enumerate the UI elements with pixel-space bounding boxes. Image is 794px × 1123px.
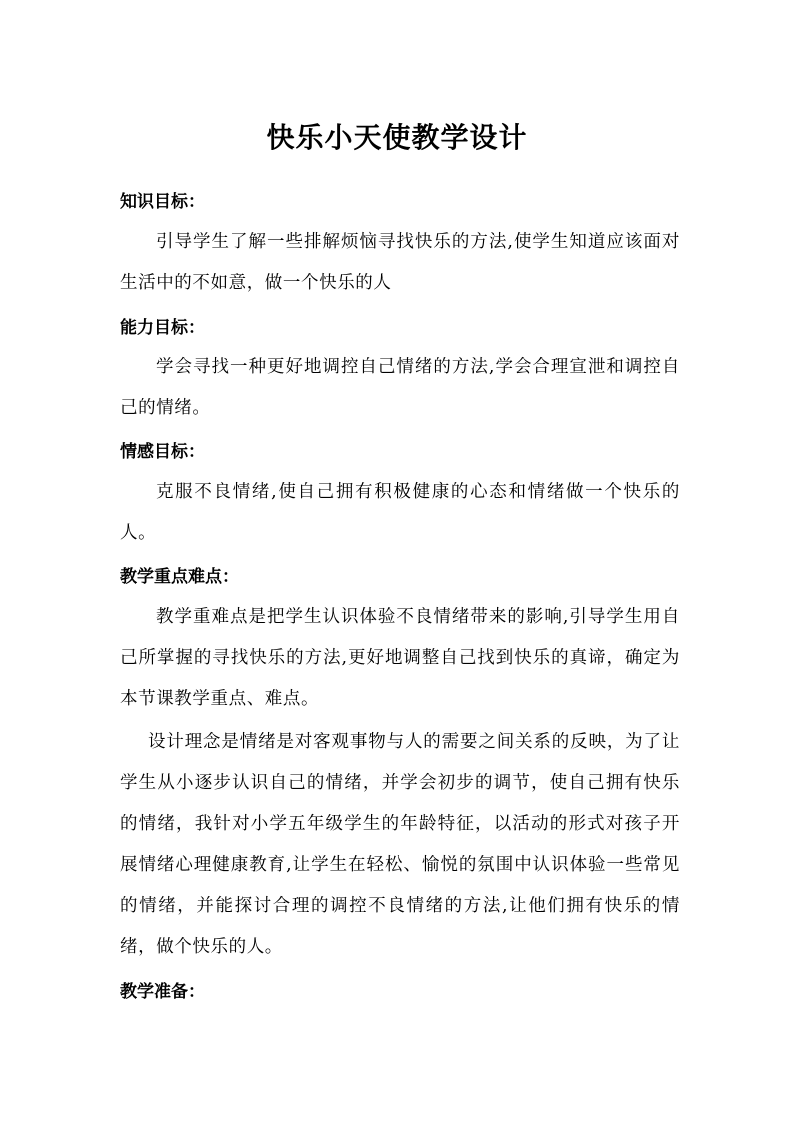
section-heading-key-points: 教学重点难点： — [120, 567, 239, 587]
section-heading-preparation: 教学准备： — [120, 982, 205, 1002]
design-concept-paragraph: 设计理念是情绪是对客观事物与人的需要之间关系的反映，为了让学生从小逐步认识自己的情绪，并学会初步的调节，使自己拥有快乐的情绪，我针对小学五年级学生的年龄特征，以活动的形式对孩子开展情绪心理健康教育,让学生在轻松、愉悦的氛围中认识体验一些常见的情绪，并能探讨合理的调控不良情绪的方法,让他们拥有快乐的情绪，做个快乐的人。 — [120, 732, 680, 957]
document-title: 快乐小天使教学设计 — [266, 121, 528, 154]
section-text-key-points: 教学重难点是把学生认识体验不良情绪带来的影响,引导学生用自己所掌握的寻找快乐的方法,更好地调整自己找到快乐的真谛，确定为本节课教学重点、难点。 — [120, 607, 680, 709]
section-text-ability: 学会寻找一种更好地调控自己情绪的方法,学会合理宣泄和调控自己的情绪。 — [120, 357, 680, 418]
section-heading-knowledge: 知识目标： — [120, 192, 205, 212]
section-heading-ability: 能力目标： — [120, 318, 205, 338]
section-text-emotion: 克服不良情绪,使自己拥有积极健康的心态和情绪做一个快乐的人。 — [120, 482, 680, 543]
section-heading-emotion: 情感目标： — [120, 442, 205, 462]
section-text-knowledge: 引导学生了解一些排解烦恼寻找快乐的方法,使学生知道应该面对生活中的不如意，做一个快乐的人 — [120, 232, 680, 293]
